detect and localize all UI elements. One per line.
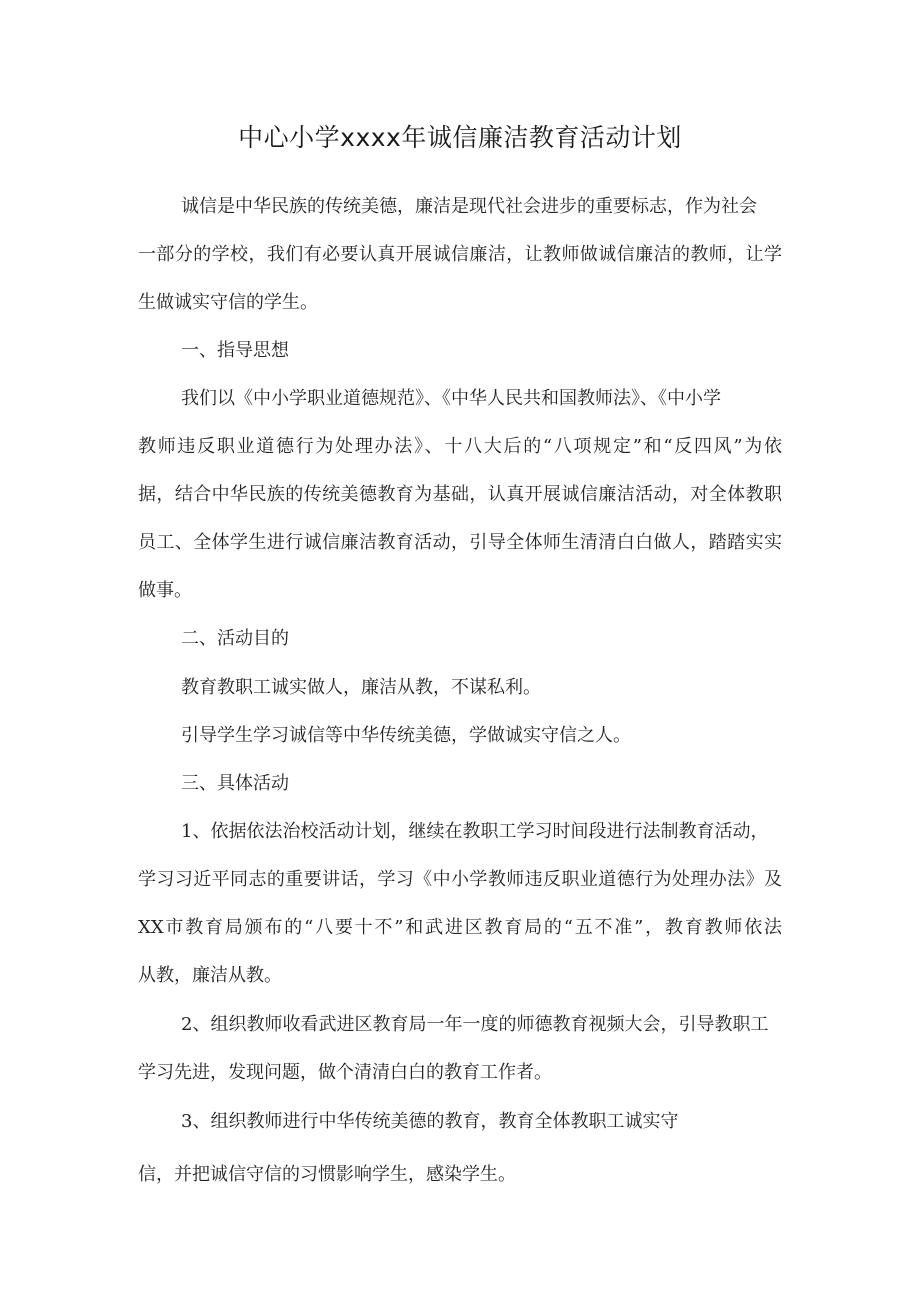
activity-3-line: 信，并把诚信守信的习惯影响学生，感染学生。 (138, 1164, 516, 1185)
activity-2-line: 2、组织教师收看武进区教育局一年一度的师德教育视频大会，引导教职工 (181, 1014, 769, 1035)
paragraph-line: 教育教职工诚实做人，廉洁从教，不谋私利。 (181, 677, 541, 698)
activity-3-line: 3、组织教师进行中华传统美德的教育，教育全体教职工诚实守 (181, 1111, 679, 1132)
document-title: 中心小学xxxx年诚信廉洁教育活动计划 (238, 123, 682, 152)
activity-1-line: 学习习近平同志的重要讲话，学习《中小学教师违反职业道德行为处理办法》及 (138, 869, 782, 890)
paragraph-line: 教师违反职业道德行为处理办法》、十八大后的“八项规定”和“反四风”为依 (138, 436, 782, 457)
paragraph-line: 做事。 (138, 580, 192, 601)
paragraph-line: 引导学生学习诚信等中华传统美德，学做诚实守信之人。 (181, 725, 631, 746)
section-heading: 一、指导思想 (181, 340, 289, 361)
activity-1-line: 1、依据依法治校活动计划，继续在教职工学习时间段进行法制教育活动， (181, 821, 769, 842)
activity-2-line: 学习先进，发现问题，做个清清白白的教育工作者。 (138, 1062, 552, 1083)
activity-1-line: 从教，廉洁从教。 (138, 965, 282, 986)
paragraph-line: 我们以《中小学职业道德规范》、《中华人民共和国教师法》、《中小学 (181, 388, 721, 409)
paragraph-line: 生做诚实守信的学生。 (138, 292, 318, 313)
paragraph-line: 一部分的学校，我们有必要认真开展诚信廉洁，让教师做诚信廉洁的教师，让学 (138, 244, 782, 265)
paragraph-line: 据，结合中华民族的传统美德教育为基础，认真开展诚信廉洁活动，对全体教职 (138, 484, 782, 505)
paragraph-line: 员工、全体学生进行诚信廉洁教育活动，引导全体师生清清白白做人，踏踏实实 (138, 532, 782, 553)
paragraph-line: 诚信是中华民族的传统美德，廉洁是现代社会进步的重要标志，作为社会 (181, 196, 757, 217)
section-heading: 三、具体活动 (181, 773, 289, 794)
section-heading: 二、活动目的 (181, 628, 289, 649)
activity-1-line: XX市教育局颁布的“八要十不”和武进区教育局的“五不准”，教育教师依法 (138, 917, 782, 938)
